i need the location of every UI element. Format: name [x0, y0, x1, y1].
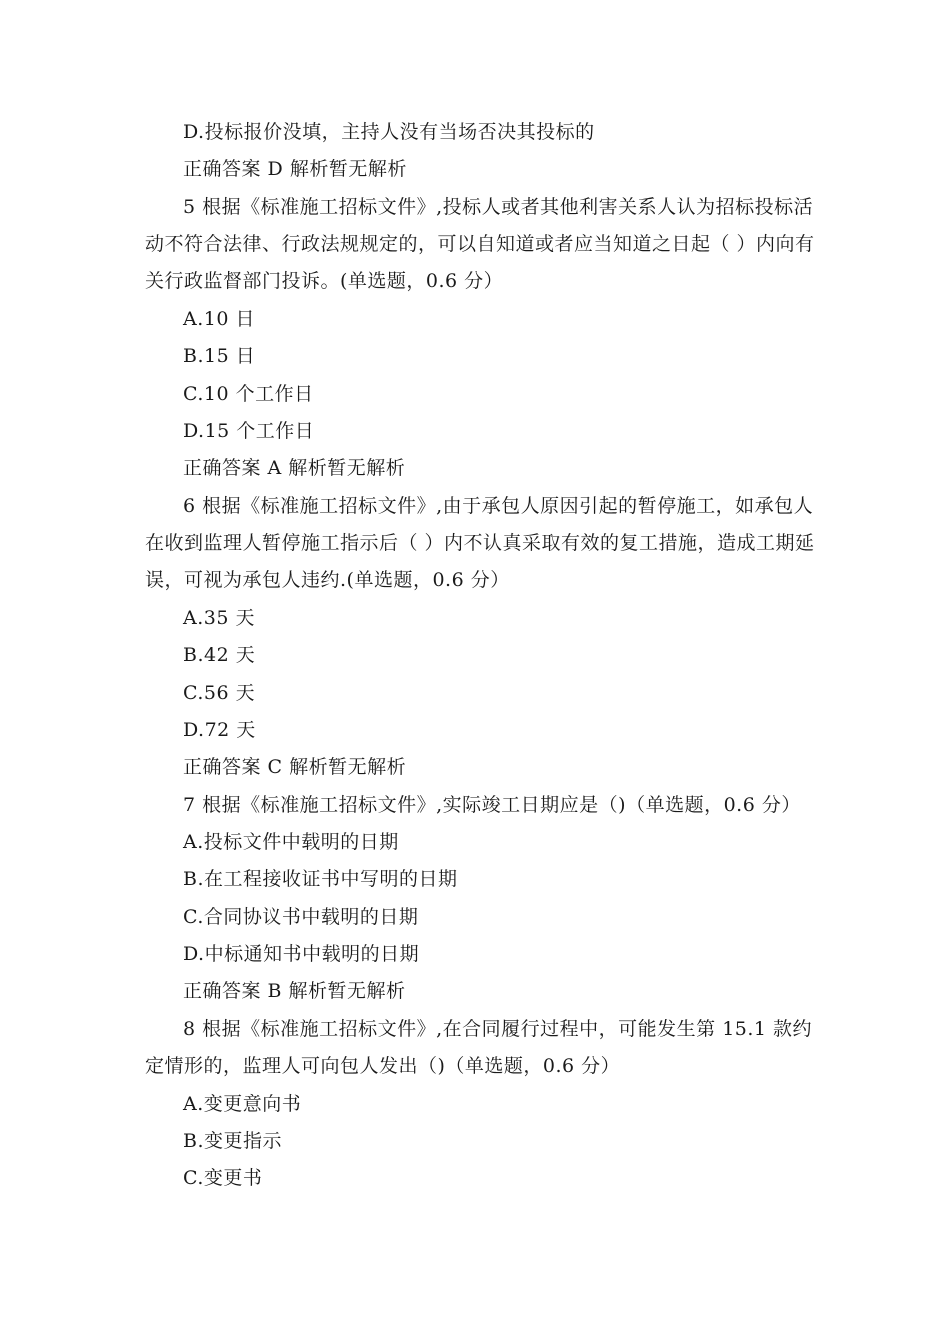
q8-option-a: A.变更意向书 — [183, 1093, 302, 1115]
q8-stem-line2: 定情形的，监理人可向包人发出（)（单选题，0.6 分） — [145, 1055, 621, 1077]
q5-stem-line2: 动不符合法律、行政法规规定的，可以自知道或者应当知道之日起（ ）内向有 — [145, 233, 815, 255]
q5-stem-line3: 关行政监督部门投诉。(单选题，0.6 分） — [145, 270, 504, 292]
q5-option-a: A.10 日 — [183, 308, 255, 330]
q6-answer: 正确答案 C 解析暂无解析 — [183, 756, 407, 778]
q4-answer: 正确答案 D 解析暂无解析 — [183, 158, 407, 180]
q7-option-a: A.投标文件中载明的日期 — [183, 831, 399, 853]
q7-option-c: C.合同协议书中载明的日期 — [183, 906, 419, 928]
q6-option-b: B.42 天 — [183, 644, 256, 666]
q7-answer: 正确答案 B 解析暂无解析 — [183, 980, 406, 1002]
q6-option-d: D.72 天 — [183, 719, 256, 741]
q8-option-b: B.变更指示 — [183, 1130, 283, 1152]
q5-option-c: C.10 个工作日 — [183, 383, 314, 405]
q4-option-d: D.投标报价没填，主持人没有当场否决其投标的 — [183, 121, 595, 143]
q6-stem-line1: 6 根据《标准施工招标文件》,由于承包人原因引起的暂停施工，如承包人 — [183, 495, 814, 517]
q7-stem-line1: 7 根据《标准施工招标文件》,实际竣工日期应是（)（单选题，0.6 分） — [183, 794, 801, 816]
q6-stem-line2: 在收到监理人暂停施工指示后（ ）内不认真采取有效的复工措施，造成工期延 — [145, 532, 815, 554]
q7-option-d: D.中标通知书中载明的日期 — [183, 943, 420, 965]
q5-option-d: D.15 个工作日 — [183, 420, 315, 442]
q6-stem-line3: 误，可视为承包人违约.(单选题，0.6 分） — [145, 569, 510, 591]
q5-option-b: B.15 日 — [183, 345, 256, 367]
q7-option-b: B.在工程接收证书中写明的日期 — [183, 868, 458, 890]
q8-option-c: C.变更书 — [183, 1167, 263, 1189]
q5-answer: 正确答案 A 解析暂无解析 — [183, 457, 406, 479]
q6-option-a: A.35 天 — [183, 607, 255, 629]
q6-option-c: C.56 天 — [183, 682, 256, 704]
q8-stem-line1: 8 根据《标准施工招标文件》,在合同履行过程中，可能发生第 15.1 款约 — [183, 1018, 813, 1040]
q5-stem-line1: 5 根据《标准施工招标文件》,投标人或者其他利害关系人认为招标投标活 — [183, 196, 814, 218]
